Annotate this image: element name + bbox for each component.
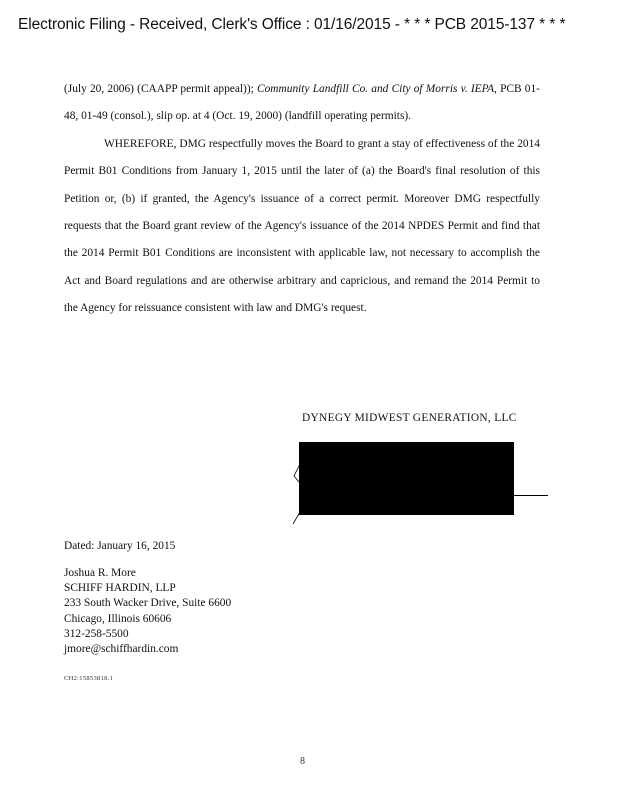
document-id: CH2:15853818.1: [64, 675, 114, 682]
paragraph-wherefore: WHEREFORE, DMG respectfully moves the Board to grant a stay of effectiveness of the 2014 Permit B01 Conditions from January 1, 2015 until the later of (a) the Board's final resolution of this Petition or, (b) if granted, the Agency's issuance of a correct permit. Moreover DMG respectfully requests that the Board grant review of the Agency's issuance of the 2014 NPDES Permit and find that the 2014 Permit B01 Conditions are inconsistent with applicable law, not necessary to accomplish the Act and Board regulations and are otherwise arbitrary and capricious, and remand the 2014 Permit to the Agency for reissuance consistent with law and DMG's request.: [64, 137, 540, 315]
filing-stamp-header: Electronic Filing - Received, Clerk's Office : 01/16/2015 - * * * PCB 2015-137 * * *: [18, 16, 566, 33]
street-address: 233 South Wacker Drive, Suite 6600: [64, 597, 232, 610]
citation-start: (July 20, 2006) (CAAPP permit appeal));: [64, 83, 257, 95]
document-body: [64, 76, 540, 323]
email-address: jmore@schiffhardin.com: [64, 643, 179, 656]
city-state-zip: Chicago, Illinois 60606: [64, 612, 172, 625]
signature-stroke-mark: [290, 462, 302, 526]
phone-number: 312-258-5500: [64, 627, 129, 640]
page-number: 8: [300, 756, 305, 767]
citation-end: , PCB 01-48, 01-49 (consol.), slip op. at 4 (Oct. 19, 2000) (landfill operating permits).: [64, 83, 540, 123]
attorney-address-block: [64, 566, 231, 657]
dated-line: Dated: January 16, 2015: [64, 540, 176, 552]
attorney-name: Joshua R. More: [64, 567, 136, 579]
case-name: Community Landfill Co. and City of Morris v. IEPA: [257, 83, 495, 95]
redacted-signature-block: [299, 442, 514, 515]
paragraph-citation: [64, 76, 540, 131]
signature-line: [514, 495, 548, 496]
signatory-company: DYNEGY MIDWEST GENERATION, LLC: [302, 412, 517, 424]
law-firm: SCHIFF HARDIN, LLP: [64, 582, 176, 595]
